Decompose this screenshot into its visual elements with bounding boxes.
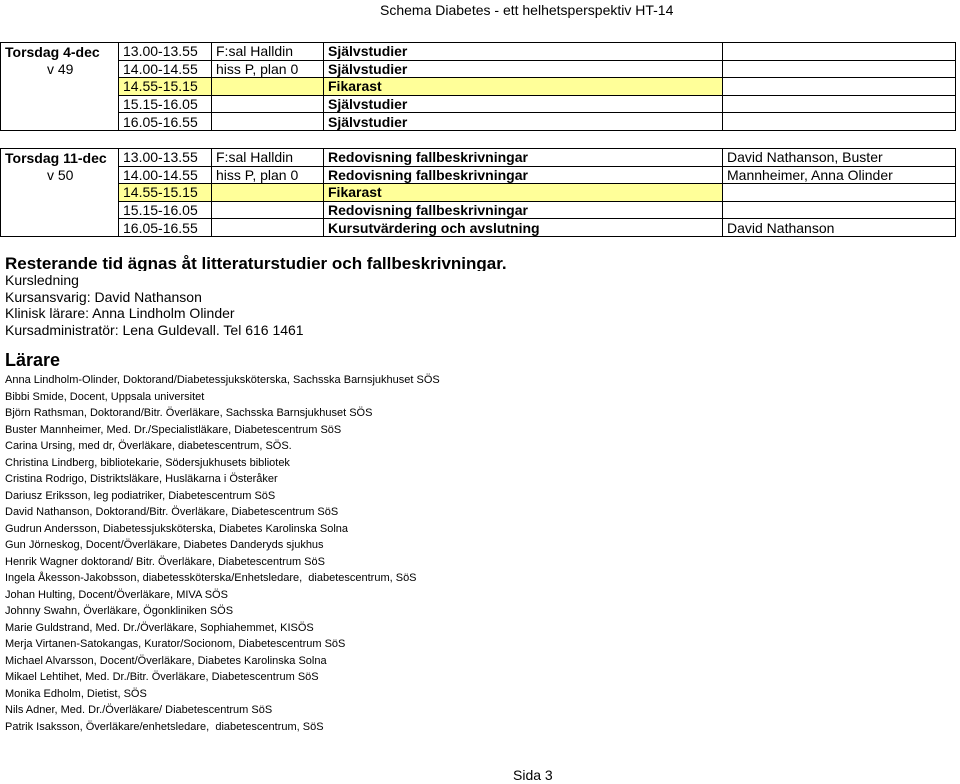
teacher-item: Buster Mannheimer, Med. Dr./Specialistläkare, Diabetescentrum SöS — [5, 423, 342, 436]
day-label: Torsdag 4-dec — [1, 43, 119, 61]
schedule-row — [1, 113, 956, 131]
teacher-item: Monika Edholm, Dietist, SÖS — [5, 687, 147, 700]
day-column-cell — [1, 201, 119, 219]
teachers-list — [5, 372, 440, 735]
time-cell: 13.00-13.55 — [119, 149, 212, 167]
schedule-table-week-49 — [0, 42, 956, 131]
time-cell: 16.05-16.55 — [119, 113, 212, 131]
place-cell — [212, 95, 324, 113]
teacher-cell: David Nathanson — [723, 219, 956, 237]
teacher-cell — [723, 60, 956, 78]
teacher-cell — [723, 78, 956, 96]
schedule-row-break — [1, 184, 956, 202]
place-cell: hiss P, plan 0 — [212, 60, 324, 78]
time-cell: 14.55-15.15 — [119, 184, 212, 202]
activity-cell: Redovisning fallbeskrivningar — [324, 201, 723, 219]
place-cell: F:sal Halldin — [212, 149, 324, 167]
page-header-title: Schema Diabetes - ett helhetsperspektiv HT-14 — [380, 2, 674, 18]
teacher-item: Johan Hulting, Docent/Överläkare, MIVA SÖS — [5, 588, 228, 601]
day-column-cell — [1, 78, 119, 96]
teacher-item: Christina Lindberg, bibliotekarie, Södersjukhusets bibliotek — [5, 456, 290, 469]
day-column-cell — [1, 95, 119, 113]
place-cell — [212, 113, 324, 131]
place-cell — [212, 78, 324, 96]
activity-cell: Självstudier — [324, 60, 723, 78]
teacher-item: Ingela Åkesson-Jakobsson, diabetessköterska/Enhetsledare, diabetescentrum, SöS — [5, 572, 417, 585]
time-cell: 16.05-16.55 — [119, 219, 212, 237]
activity-cell: Redovisning fallbeskrivningar — [324, 149, 723, 167]
schedule-row — [1, 166, 956, 184]
teacher-item: Marie Guldstrand, Med. Dr./Överläkare, Sophiahemmet, KISÖS — [5, 621, 314, 634]
study-note: Resterande tid ägnas åt litteraturstudier och fallbeskrivningar. — [5, 254, 507, 271]
teacher-cell — [723, 95, 956, 113]
day-label: Torsdag 11-dec — [1, 149, 119, 167]
teacher-item: Bibbi Smide, Docent, Uppsala universitet — [5, 390, 205, 403]
schedule-table-week-50 — [0, 148, 956, 237]
teacher-item: Merja Virtanen-Satokangas, Kurator/Socionom, Diabetescentrum SöS — [5, 638, 346, 651]
time-cell: 14.00-14.55 — [119, 166, 212, 184]
teacher-cell — [723, 113, 956, 131]
time-cell: 14.00-14.55 — [119, 60, 212, 78]
activity-cell: Självstudier — [324, 95, 723, 113]
teachers-heading: Lärare — [5, 350, 61, 370]
teacher-item: Michael Alvarsson, Docent/Överläkare, Diabetes Karolinska Solna — [5, 654, 327, 667]
schedule-row-break — [1, 78, 956, 96]
place-cell — [212, 219, 324, 237]
time-cell: 14.55-15.15 — [119, 78, 212, 96]
teacher-item: David Nathanson, Doktorand/Bitr. Överläkare, Diabetescentrum SöS — [5, 506, 339, 519]
time-cell: 13.00-13.55 — [119, 43, 212, 61]
course-management-heading: Kursledning — [5, 272, 79, 288]
activity-cell: Självstudier — [324, 43, 723, 61]
day-column-cell — [1, 184, 119, 202]
activity-cell: Självstudier — [324, 113, 723, 131]
time-cell: 15.15-16.05 — [119, 95, 212, 113]
place-cell — [212, 184, 324, 202]
activity-cell: Fikarast — [324, 78, 723, 96]
teacher-item: Mikael Lehtihet, Med. Dr./Bitr. Överläkare, Diabetescentrum SöS — [5, 671, 319, 684]
course-management-line: Kursansvarig: David Nathanson — [5, 288, 202, 305]
course-management-line: Kursadministratör: Lena Guldevall. Tel 616 1461 — [5, 321, 304, 338]
teacher-item: Patrik Isaksson, Överläkare/enhetsledare, diabetescentrum, SöS — [5, 720, 324, 733]
activity-cell: Redovisning fallbeskrivningar — [324, 166, 723, 184]
teacher-item: Dariusz Eriksson, leg podiatriker, Diabetescentrum SöS — [5, 489, 276, 502]
schedule-row — [1, 149, 956, 167]
teacher-item: Anna Lindholm-Olinder, Doktorand/Diabetessjuksköterska, Sachsska Barnsjukhuset SÖS — [5, 374, 440, 386]
course-management — [5, 272, 304, 338]
schedule-row — [1, 60, 956, 78]
teacher-cell — [723, 184, 956, 202]
teacher-item: Carina Ursing, med dr, Överläkare, diabetescentrum, SÖS. — [5, 440, 292, 453]
day-column-cell — [1, 113, 119, 131]
page-number: Sida 3 — [513, 767, 553, 783]
teacher-cell: David Nathanson, Buster — [723, 149, 956, 167]
teacher-cell — [723, 43, 956, 61]
course-management-line: Klinisk lärare: Anna Lindholm Olinder — [5, 305, 235, 321]
teacher-item: Gun Jörneskog, Docent/Överläkare, Diabetes Danderyds sjukhus — [5, 539, 324, 552]
schedule-row — [1, 219, 956, 237]
place-cell: F:sal Halldin — [212, 43, 324, 61]
place-cell: hiss P, plan 0 — [212, 166, 324, 184]
teacher-item: Gudrun Andersson, Diabetessjuksköterska, Diabetes Karolinska Solna — [5, 522, 349, 535]
week-label: v 49 — [1, 60, 119, 78]
activity-cell: Fikarast — [324, 184, 723, 202]
activity-cell: Kursutvärdering och avslutning — [324, 219, 723, 237]
teacher-cell — [723, 201, 956, 219]
time-cell: 15.15-16.05 — [119, 201, 212, 219]
day-column-cell — [1, 219, 119, 237]
teacher-item: Björn Rathsman, Doktorand/Bitr. Överläkare, Sachsska Barnsjukhuset SÖS — [5, 407, 373, 420]
schedule-row — [1, 201, 956, 219]
teacher-cell: Mannheimer, Anna Olinder — [723, 166, 956, 184]
teacher-item: Cristina Rodrigo, Distriktsläkare, Husläkarna i Österåker — [5, 473, 278, 486]
schedule-row — [1, 43, 956, 61]
teacher-item: Johnny Swahn, Överläkare, Ögonkliniken SÖS — [5, 605, 234, 618]
teacher-item: Nils Adner, Med. Dr./Överläkare/ Diabetescentrum SöS — [5, 704, 273, 717]
teacher-item: Henrik Wagner doktorand/ Bitr. Överläkare, Diabetescentrum SöS — [5, 555, 325, 568]
schedule-row — [1, 95, 956, 113]
place-cell — [212, 201, 324, 219]
week-label: v 50 — [1, 166, 119, 184]
